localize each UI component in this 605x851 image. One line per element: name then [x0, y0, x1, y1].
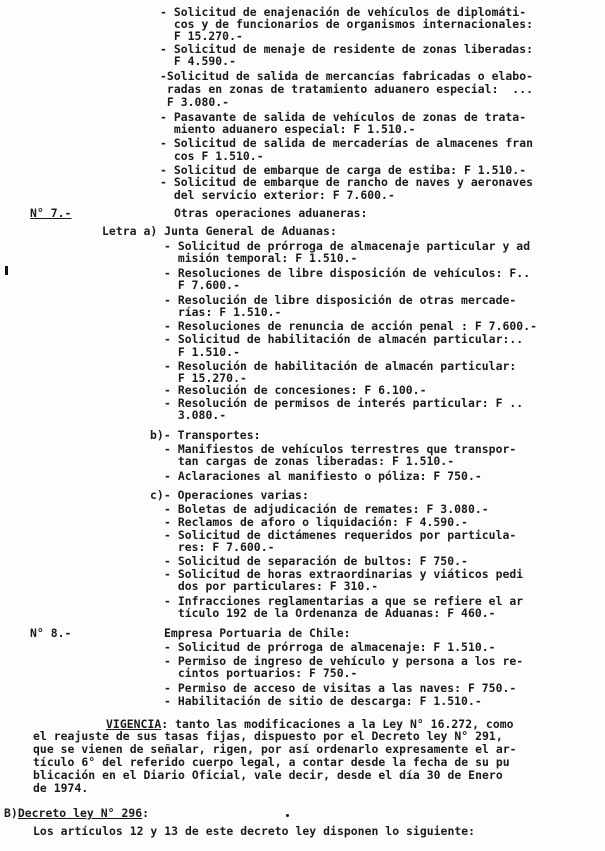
text-line: - Manifiestos de vehículos terrestres que transpor-: [164, 442, 517, 456]
vigencia-label: VIGENCIA: [106, 717, 162, 731]
text-line: - Resolución de permisos de interés particular: F ..: [164, 396, 524, 410]
text-line: res: F 7.600.-: [164, 540, 275, 554]
subsection-heading: Letra a) Junta General de Aduanas:: [102, 224, 337, 238]
text-line: del servicio exterior: F 7.600.-: [160, 188, 395, 202]
text-line: - Pasavante de salida de vehículos de zonas de trata-: [160, 110, 527, 124]
text-line: - Resolución de libre disposición de otras mercade-: [164, 293, 517, 307]
text-line: - Solicitud de menaje de residente de zonas liberadas:: [160, 42, 534, 56]
text-line: - Resoluciones de renuncia de acción penal : F 7.600.-: [164, 319, 538, 333]
text-line: miento aduanero especial: F 1.510.-: [160, 122, 416, 136]
text-line: - Solicitud de horas extraordinarias y viáticos pedi: [164, 567, 524, 581]
text-line: rías: F 1.510.-: [164, 305, 282, 319]
stray-dot: [286, 814, 289, 817]
text-line: blicación en el Diario Oficial, vale decir, desde el día 30 de Enero: [33, 768, 503, 782]
text-line: - Habilitación de sitio de descarga: F 1.510.-: [164, 694, 482, 708]
decreto-colon: :: [142, 806, 150, 820]
text-line: dos por particulares: F 310.-: [164, 579, 379, 593]
decreto-letter: B): [4, 806, 18, 820]
text-line: F 7.600.-: [164, 278, 240, 292]
text-line: radas en zonas de tratamiento aduanero especial: ...: [160, 82, 534, 96]
text-line: -Solicitud de salida de mercancías fabricadas o elabo-: [160, 69, 534, 83]
text-line: que se vienen de señalar, rigen, por así ordenarlo expresamente el ar-: [33, 742, 517, 756]
text-line: tan cargas de zonas liberadas: F 1.510.-: [164, 454, 455, 468]
text-line: - Reclamos de aforo o liquidación: F 4.590.-: [164, 515, 468, 529]
text-line: el reajuste de sus tasas fijas, dispuesto por el Decreto ley N° 291,: [33, 729, 503, 743]
text-line: - Solicitud de salida de mercaderías de almacenes fran: [160, 136, 534, 150]
decreto-title: Decreto ley N° 296: [17, 806, 143, 820]
text-line: - Aclaraciones al manifiesto o póliza: F 750.-: [164, 469, 482, 483]
text-line: Los artículos 12 y 13 de este decreto ley disponen lo siguiente:: [33, 824, 476, 838]
text-line: - Solicitud de prórroga de almacenaje particular y ad: [164, 239, 531, 253]
section-number: N° 7.-: [30, 206, 72, 220]
text-line: - Solicitud de habilitación de almacén particular:..: [164, 332, 524, 346]
text-line: - Resolución de concesiones: F 6.100.-: [164, 383, 427, 397]
text-line: de 1974.: [33, 781, 89, 795]
subsection-heading: c)- Operaciones varias:: [150, 488, 309, 502]
text-line: - Permiso de acceso de visitas a las naves: F 750.-: [164, 681, 517, 695]
text-line: tículo 192 de la Ordenanza de Aduanas: F 460.-: [164, 606, 496, 620]
text-line: - Solicitud de embarque de carga de estiba: F 1.510.-: [160, 163, 527, 177]
text-line: F 4.590.-: [160, 54, 236, 68]
text-line: - Solicitud de prórroga de almacenaje: F 1.510.-: [164, 640, 496, 654]
text-line: cos F 1.510.-: [160, 149, 264, 163]
section-heading: Empresa Portuaria de Chile:: [164, 626, 351, 640]
text-line: - Resolución de habilitación de almacén particular:: [164, 359, 517, 373]
text-line: - Solicitud de dictámenes requeridos por particula-: [164, 528, 517, 542]
text-line: - Resoluciones de libre disposición de vehículos: F..: [164, 266, 531, 280]
text-line: misión temporal: F 1.510.-: [164, 251, 358, 265]
text-line: - Infracciones reglamentarias a que se refiere el ar: [164, 594, 524, 608]
text-line: tículo 6° del referido cuerpo legal, a contar desde la fecha de su pu: [33, 755, 510, 769]
text-line: F 3.080.-: [160, 95, 230, 109]
vigencia-text: : tanto las modificaciones a la Ley N° 16.272, como: [161, 717, 514, 731]
margin-mark: [5, 266, 8, 275]
text-line: cintos portuarios: F 750.-: [164, 666, 358, 680]
text-line: cos y de funcionarios de organismos internacionales:: [160, 17, 534, 31]
text-line: - Solicitud de separación de bultos: F 750.-: [164, 554, 468, 568]
text-line: - Boletas de adjudicación de remates: F 3.080.-: [164, 502, 489, 516]
text-line: - Solicitud de embarque de rancho de naves y aeronaves: [160, 175, 534, 189]
text-line: - Solicitud de enajenación de vehículos de diplomáti-: [160, 5, 527, 19]
text-line: F 15.270.-: [164, 371, 247, 385]
decreto-heading: [4, 807, 149, 819]
text-line: F 15.270.-: [160, 29, 243, 43]
text-line: 3.080.-: [164, 408, 227, 422]
subsection-heading: b)- Transportes:: [150, 428, 261, 442]
section-number: N° 8.-: [30, 626, 72, 640]
text-line: F 1.510.-: [164, 345, 240, 359]
text-line: - Permiso de ingreso de vehículo y persona a los re-: [164, 654, 524, 668]
section-heading: Otras operaciones aduaneras:: [174, 206, 368, 220]
